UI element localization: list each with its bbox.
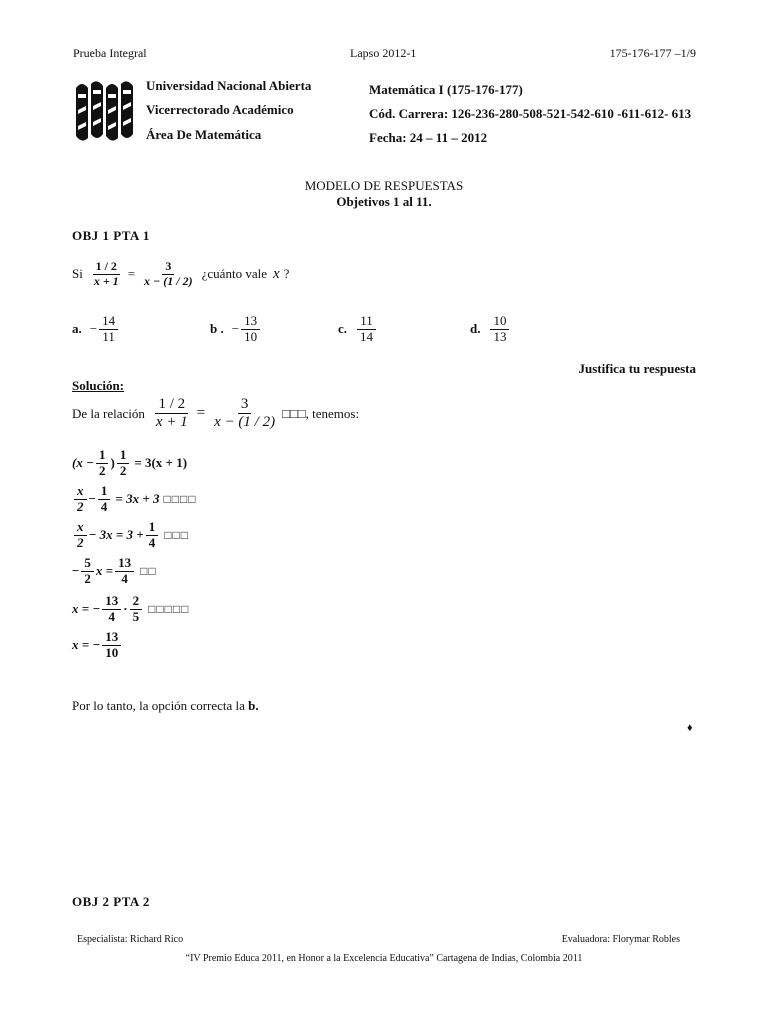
fraction-numerator: 11 [357, 314, 376, 330]
step-4 [72, 556, 157, 587]
question-fraction-left [91, 260, 122, 289]
header-left: Prueba Integral [73, 46, 147, 60]
step-text: x = − [72, 601, 101, 617]
step-symbols: □□□□□ [148, 601, 190, 616]
step-symbols: □□□ [164, 527, 189, 542]
fraction-denominator: 2 [77, 498, 84, 514]
fraction-numerator: 13 [115, 556, 134, 572]
fraction-numerator: 2 [130, 594, 143, 610]
step-symbols: □□ [140, 563, 157, 578]
fraction-denominator: x − (1 / 2) [144, 273, 193, 288]
option-sign: − [231, 321, 240, 337]
fraction-denominator: 11 [102, 328, 115, 344]
fraction-denominator: 2 [119, 462, 127, 478]
conclusion-text: Por lo tanto, la opción correcta la [72, 698, 245, 713]
fraction-denominator: 4 [121, 570, 128, 586]
step-text: (x − [72, 455, 94, 471]
step-text: · [123, 601, 128, 617]
step-6 [72, 630, 123, 661]
options-row [72, 314, 532, 356]
institution-vice: Vicerrectorado Académico [146, 102, 294, 117]
step-text: = 3x + 3 [115, 491, 160, 507]
course-date: Fecha: 24 – 11 – 2012 [369, 130, 488, 145]
question-equals: = [127, 266, 136, 282]
question-end: ? [283, 266, 290, 282]
fraction-numerator: x [74, 484, 87, 500]
fraction-denominator: 10 [105, 644, 119, 660]
step-fraction [102, 594, 121, 625]
option-a[interactable] [72, 314, 120, 345]
question-ask: ¿cuánto vale [201, 266, 267, 282]
doc-title: MODELO DE RESPUESTAS [304, 178, 464, 193]
fraction-numerator: 13 [102, 630, 121, 646]
conclusion-answer: b [248, 698, 256, 713]
fraction-numerator: 13 [241, 314, 260, 330]
footer-evaluator: Evaluadora: Florymar Robles [561, 934, 680, 945]
header-right: 175-176-177 –1/9 [609, 46, 696, 60]
step-text: x = − [72, 637, 101, 653]
fraction-denominator: 2 [77, 534, 84, 550]
step-text: ) [110, 455, 115, 471]
option-fraction [241, 314, 260, 345]
obj2-heading: OBJ 2 PTA 2 [72, 894, 150, 909]
fraction-numerator: 3 [162, 260, 174, 275]
step-5 [72, 594, 189, 625]
step-fraction [81, 556, 94, 587]
fraction-numerator: 1 / 2 [155, 396, 188, 414]
footer-specialist: Especialista: Richard Rico [77, 934, 184, 945]
relation-prefix: De la relación [72, 405, 145, 421]
institution-name: Universidad Nacional Abierta [146, 78, 312, 93]
step-3 [72, 520, 189, 551]
fraction-numerator: 10 [490, 314, 509, 330]
fraction-denominator: 13 [493, 328, 507, 344]
option-fraction [99, 314, 118, 345]
fraction-denominator: 10 [244, 328, 258, 344]
footer-award: “IV Premio Educa 2011, en Honor a la Excelencia Educativa” Cartagena de Indias, Colombia 2011 [185, 953, 583, 964]
header-center: Lapso 2012-1 [350, 46, 417, 60]
fraction-denominator: 2 [98, 462, 106, 478]
option-c[interactable] [338, 314, 378, 345]
option-label: d. [470, 321, 481, 337]
fraction-denominator: x − (1 / 2) [214, 414, 276, 431]
option-label: b . [210, 321, 224, 337]
fraction-numerator: 14 [99, 314, 118, 330]
solution-label: Solución: [72, 378, 125, 393]
relation-line [72, 396, 359, 432]
step-text: = 3(x + 1) [134, 455, 188, 471]
justify-note: Justifica tu respuesta [578, 361, 696, 376]
obj1-heading: OBJ 1 PTA 1 [72, 228, 150, 243]
option-fraction [357, 314, 376, 345]
step-1 [72, 448, 187, 479]
fraction-numerator: 1 [146, 520, 159, 536]
step-text: x = [95, 563, 114, 579]
step-fraction [98, 484, 111, 515]
doc-subtitle: Objetivos 1 al 11. [336, 194, 432, 209]
fraction-denominator: 2 [84, 570, 91, 586]
question [72, 260, 289, 289]
option-label: c. [338, 321, 348, 337]
step-2 [72, 484, 197, 515]
course-career: Cód. Carrera: 126-236-280-508-521-542-610 -611-612- 613 [369, 106, 692, 121]
fraction-numerator: 5 [81, 556, 94, 572]
step-text: − [88, 491, 96, 507]
fraction-numerator: 1 / 2 [93, 260, 120, 275]
question-si: Si [72, 266, 83, 282]
fraction-denominator: x + 1 [155, 414, 188, 431]
institution-area: Área De Matemática [146, 127, 262, 142]
step-fraction [74, 520, 87, 551]
conclusion-end: . [255, 698, 259, 713]
step-text: − 3x = 3 + [88, 527, 144, 543]
option-sign: − [89, 321, 98, 337]
fraction-denominator: 4 [100, 498, 108, 514]
step-fraction [102, 630, 121, 661]
step-fraction [74, 484, 87, 515]
option-d[interactable] [470, 314, 511, 345]
fraction-numerator: 1 [98, 484, 111, 500]
step-fraction [130, 594, 143, 625]
fraction-denominator: 4 [108, 608, 116, 624]
relation-equals: = [196, 405, 206, 422]
end-diamond-icon: ♦ [687, 722, 693, 734]
fraction-numerator: 13 [102, 594, 121, 610]
option-b[interactable] [210, 314, 262, 345]
una-logo [74, 80, 136, 144]
course-subject: Matemática I (175-176-177) [369, 82, 523, 97]
fraction-denominator: x + 1 [93, 273, 119, 288]
fraction-numerator: 1 [117, 448, 130, 464]
question-variable: x [272, 265, 280, 282]
option-fraction [490, 314, 509, 345]
relation-fraction-right [211, 396, 278, 432]
step-fraction [146, 520, 159, 551]
fraction-denominator: 14 [360, 328, 374, 344]
step-fraction [117, 448, 130, 479]
question-fraction-right [141, 260, 196, 289]
conclusion [72, 698, 259, 714]
step-fraction [96, 448, 109, 479]
step-symbols: □□□□ [163, 491, 197, 506]
fraction-numerator: x [74, 520, 87, 536]
relation-fraction-left [153, 396, 191, 432]
fraction-denominator: 5 [132, 608, 140, 624]
fraction-numerator: 1 [96, 448, 109, 464]
option-label: a. [72, 321, 82, 337]
step-text: − [72, 563, 80, 579]
step-fraction [115, 556, 134, 587]
fraction-denominator: 4 [148, 534, 156, 550]
relation-suffix: □□□, tenemos: [282, 405, 360, 421]
fraction-numerator: 3 [238, 396, 252, 414]
